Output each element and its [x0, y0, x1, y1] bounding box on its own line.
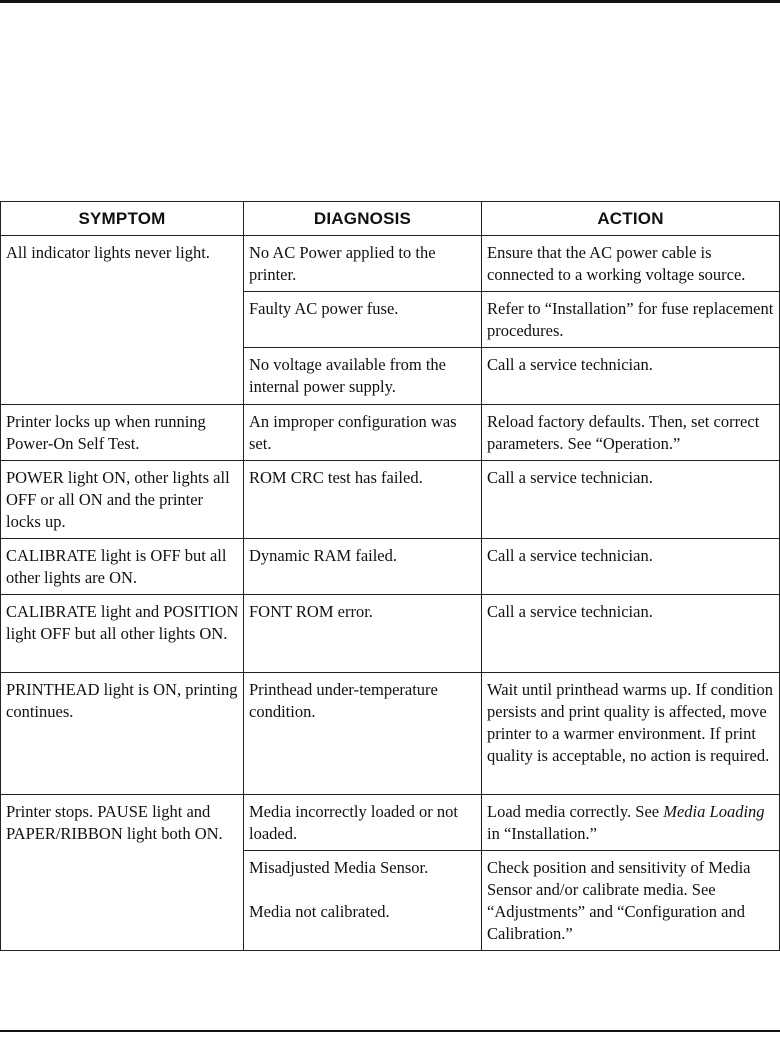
table-row	[1, 405, 780, 461]
symptom-cell: POWER light ON, other lights all OFF or all ON and the printer locks up.	[1, 461, 244, 539]
symptom-cell: CALIBRATE light is OFF but all other lights are ON.	[1, 539, 244, 595]
action-cell: Call a service technician.	[482, 348, 780, 405]
header-diagnosis: DIAGNOSIS	[244, 202, 482, 236]
diagnosis-cell: Faulty AC power fuse.	[244, 292, 482, 348]
action-text: in “Installation.”	[487, 824, 597, 843]
action-cell: Reload factory defaults. Then, set correct parameters. See “Operation.”	[482, 405, 780, 461]
action-cell: Call a service technician.	[482, 595, 780, 673]
symptom-cell: PRINTHEAD light is ON, printing continues.	[1, 673, 244, 795]
symptom-cell: All indicator lights never light.	[1, 236, 244, 405]
action-reference: Media Loading	[663, 802, 765, 821]
diagnosis-cell: ROM CRC test has failed.	[244, 461, 482, 539]
diagnosis-text: Media not calibrated.	[249, 902, 390, 921]
diagnosis-cell: FONT ROM error.	[244, 595, 482, 673]
action-text: Load media correctly. See	[487, 802, 664, 821]
header-action: ACTION	[482, 202, 780, 236]
diagnosis-cell: No voltage available from the internal power supply.	[244, 348, 482, 405]
diagnosis-cell: Media incorrectly loaded or not loaded.	[244, 795, 482, 851]
diagnosis-cell	[244, 851, 482, 951]
table-row	[1, 595, 780, 673]
action-cell: Check position and sensitivity of Media Sensor and/or calibrate media. See “Adjustments” and “Configuration and Calibration.”	[482, 851, 780, 951]
action-cell: Wait until printhead warms up. If condition persists and print quality is affected, move printer to a warmer environment. If print quality is acceptable, no action is required.	[482, 673, 780, 795]
table-row	[1, 539, 780, 595]
action-cell: Ensure that the AC power cable is connected to a working voltage source.	[482, 236, 780, 292]
bottom-rule	[0, 1030, 780, 1032]
diagnosis-cell: Dynamic RAM failed.	[244, 539, 482, 595]
diagnosis-cell: An improper configuration was set.	[244, 405, 482, 461]
symptom-cell: CALIBRATE light and POSITION light OFF but all other lights ON.	[1, 595, 244, 673]
diagnosis-cell: No AC Power applied to the printer.	[244, 236, 482, 292]
diagnosis-cell: Printhead under-temperature condition.	[244, 673, 482, 795]
table-row	[1, 236, 780, 292]
header-symptom: SYMPTOM	[1, 202, 244, 236]
table-row	[1, 673, 780, 795]
symptom-cell: Printer locks up when running Power-On Self Test.	[1, 405, 244, 461]
action-cell: Call a service technician.	[482, 461, 780, 539]
diagnosis-text: Misadjusted Media Sensor.	[249, 858, 429, 877]
action-cell: Call a service technician.	[482, 539, 780, 595]
action-cell: Refer to “Installation” for fuse replacement procedures.	[482, 292, 780, 348]
top-rule	[0, 0, 780, 3]
table-row	[1, 461, 780, 539]
table-row	[1, 795, 780, 851]
header-row	[1, 202, 780, 236]
troubleshooting-table	[0, 201, 780, 951]
symptom-cell: Printer stops. PAUSE light and PAPER/RIBBON light both ON.	[1, 795, 244, 951]
action-cell	[482, 795, 780, 851]
